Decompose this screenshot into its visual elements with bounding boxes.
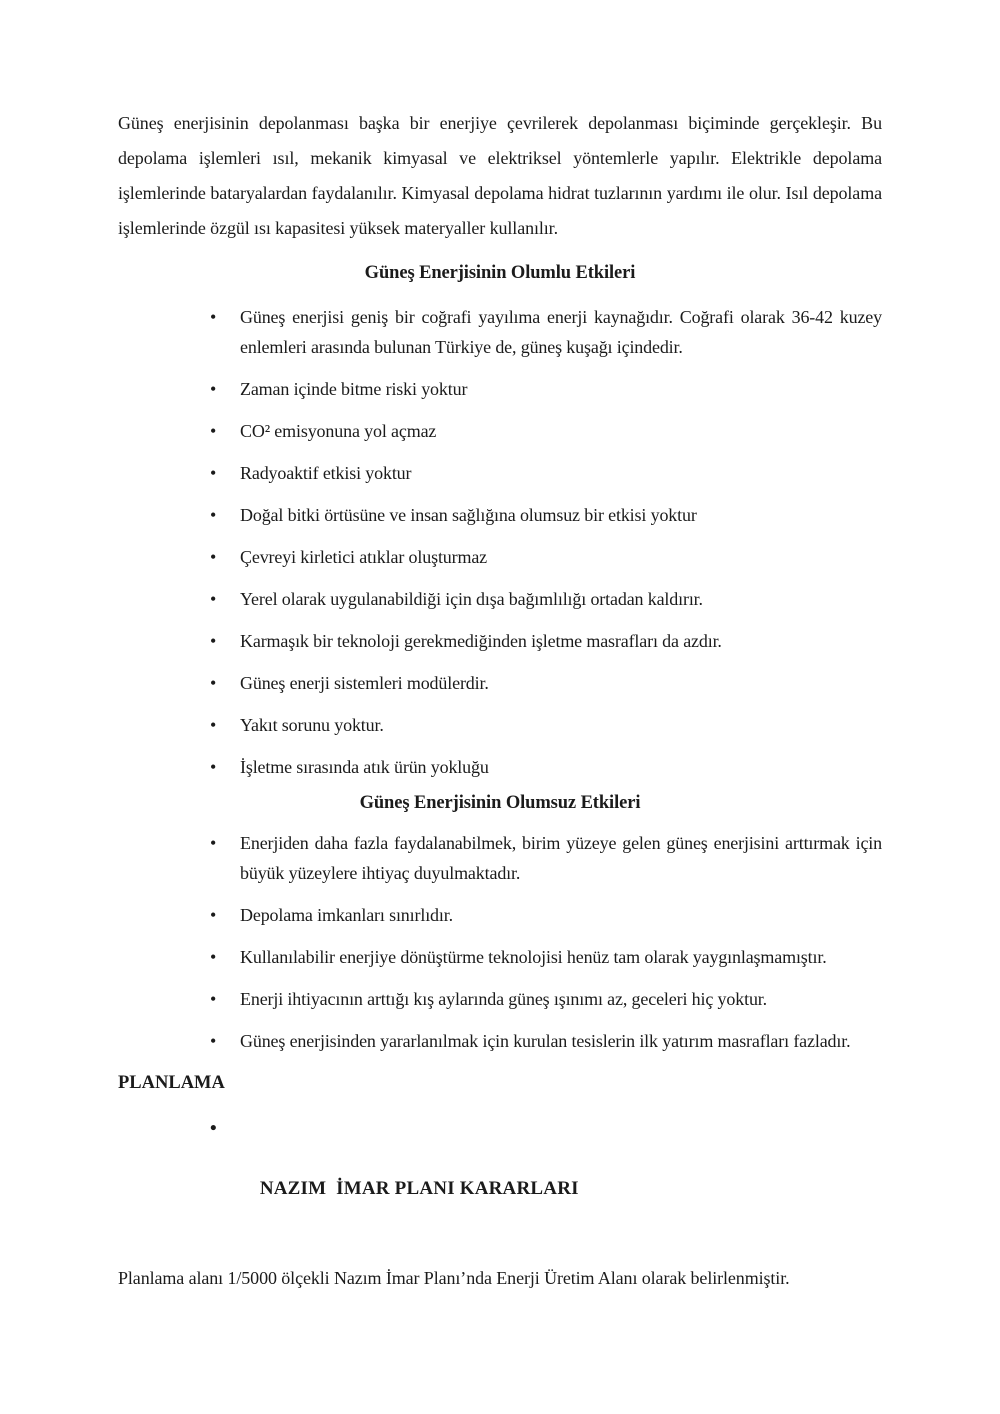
bullet-icon: •	[210, 1031, 217, 1051]
bullet-icon: •	[210, 421, 217, 441]
positive-effects-heading: Güneş Enerjisinin Olumlu Etkileri	[364, 263, 636, 283]
list-item	[210, 458, 882, 488]
list-item	[210, 984, 882, 1014]
list-item-text: Doğal bitki örtüsüne ve insan sağlığına olumsuz bir etkisi yoktur	[240, 505, 697, 525]
bullet-icon: •	[210, 379, 217, 399]
list-item-text: Depolama imkanları sınırlıdır.	[240, 905, 453, 925]
bullet-icon: •	[210, 673, 217, 693]
list-item	[210, 584, 882, 614]
bullet-icon: •	[210, 463, 217, 483]
bullet-icon: •	[210, 989, 217, 1009]
closing-paragraph: Planlama alanı 1/5000 ölçekli Nazım İmar Planı’nda Enerji Üretim Alanı olarak belirlenmiştir.	[118, 1268, 790, 1288]
list-item-text: Radyoaktif etkisi yoktur	[240, 463, 412, 483]
list-item-text: Güneş enerjisinden yararlanılmak için kurulan tesislerin ilk yatırım masrafları fazladır.	[240, 1031, 851, 1051]
list-item-text: Güneş enerjisi geniş bir coğrafi yayılıma enerji kaynağıdır. Coğrafi olarak 36-42 kuzey enlemleri arasında bulunan Türkiye de, güneş kuşağı içindedir.	[240, 307, 882, 357]
list-item-text: Güneş enerji sistemleri modülerdir.	[240, 673, 489, 693]
list-item	[210, 626, 882, 656]
list-item-text: Zaman içinde bitme riski yoktur	[240, 379, 468, 399]
bullet-icon: •	[210, 307, 217, 327]
list-item-text: Karmaşık bir teknoloji gerekmediğinden işletme masrafları da azdır.	[240, 631, 722, 651]
list-item-text: Yerel olarak uygulanabildiği için dışa bağımlılığı ortadan kaldırır.	[240, 589, 703, 609]
bullet-icon: •	[210, 833, 217, 853]
list-item	[210, 1026, 882, 1056]
list-item	[210, 668, 882, 698]
bullet-icon: •	[210, 547, 217, 567]
bullet-icon: •	[210, 1118, 217, 1139]
nazim-imar-plani-heading-item	[210, 1114, 882, 1234]
nazim-imar-plani-heading-text: NAZIM İMAR PLANI KARARLARI	[259, 1178, 579, 1199]
list-item	[210, 374, 882, 404]
bullet-icon: •	[210, 905, 217, 925]
list-item	[210, 500, 882, 530]
list-item	[210, 942, 882, 972]
intro-paragraph: Güneş enerjisinin depolanması başka bir enerjiye çevrilerek depolanması biçiminde gerçekleşir. Bu depolama işlemleri ısıl, mekanik kimyasal ve elektriksel yöntemlerle yapılır. Elektrikle depolama işlemlerinde bataryalardan faydalanılır. Kimyasal depolama hidrat tuzlarının yardımı ile olur. Isıl depolama işlemlerinde özgül ısı kapasitesi yüksek materyaller kullanılır.	[118, 113, 882, 238]
bullet-icon: •	[210, 589, 217, 609]
list-item	[210, 302, 882, 362]
list-item-text: Enerji ihtiyacının arttığı kış aylarında güneş ışınımı az, geceleri hiç yoktur.	[240, 989, 767, 1009]
negative-effects-heading: Güneş Enerjisinin Olumsuz Etkileri	[359, 793, 641, 813]
bullet-icon: •	[210, 631, 217, 651]
positive-effects-list	[118, 302, 882, 782]
list-item	[210, 416, 882, 446]
list-item-text: Enerjiden daha fazla faydalanabilmek, birim yüzeye gelen güneş enerjisini arttırmak için büyük yüzeylere ihtiyaç duyulmaktadır.	[240, 833, 882, 883]
bullet-icon: •	[210, 505, 217, 525]
list-item	[210, 900, 882, 930]
list-item-text: CO² emisyonuna yol açmaz	[240, 421, 437, 441]
list-item	[210, 542, 882, 572]
list-item	[210, 710, 882, 740]
list-item	[210, 752, 882, 782]
list-item-text: İşletme sırasında atık ürün yokluğu	[240, 757, 489, 777]
bullet-icon: •	[210, 947, 217, 967]
planlama-heading: PLANLAMA	[118, 1073, 225, 1093]
list-item-text: Kullanılabilir enerjiye dönüştürme teknolojisi henüz tam olarak yaygınlaşmamıştır.	[240, 947, 827, 967]
negative-effects-list	[118, 828, 882, 1056]
list-item-text: Yakıt sorunu yoktur.	[240, 715, 384, 735]
list-item	[210, 828, 882, 888]
list-item-text: Çevreyi kirletici atıklar oluşturmaz	[240, 547, 488, 567]
bullet-icon: •	[210, 715, 217, 735]
bullet-icon: •	[210, 757, 217, 777]
